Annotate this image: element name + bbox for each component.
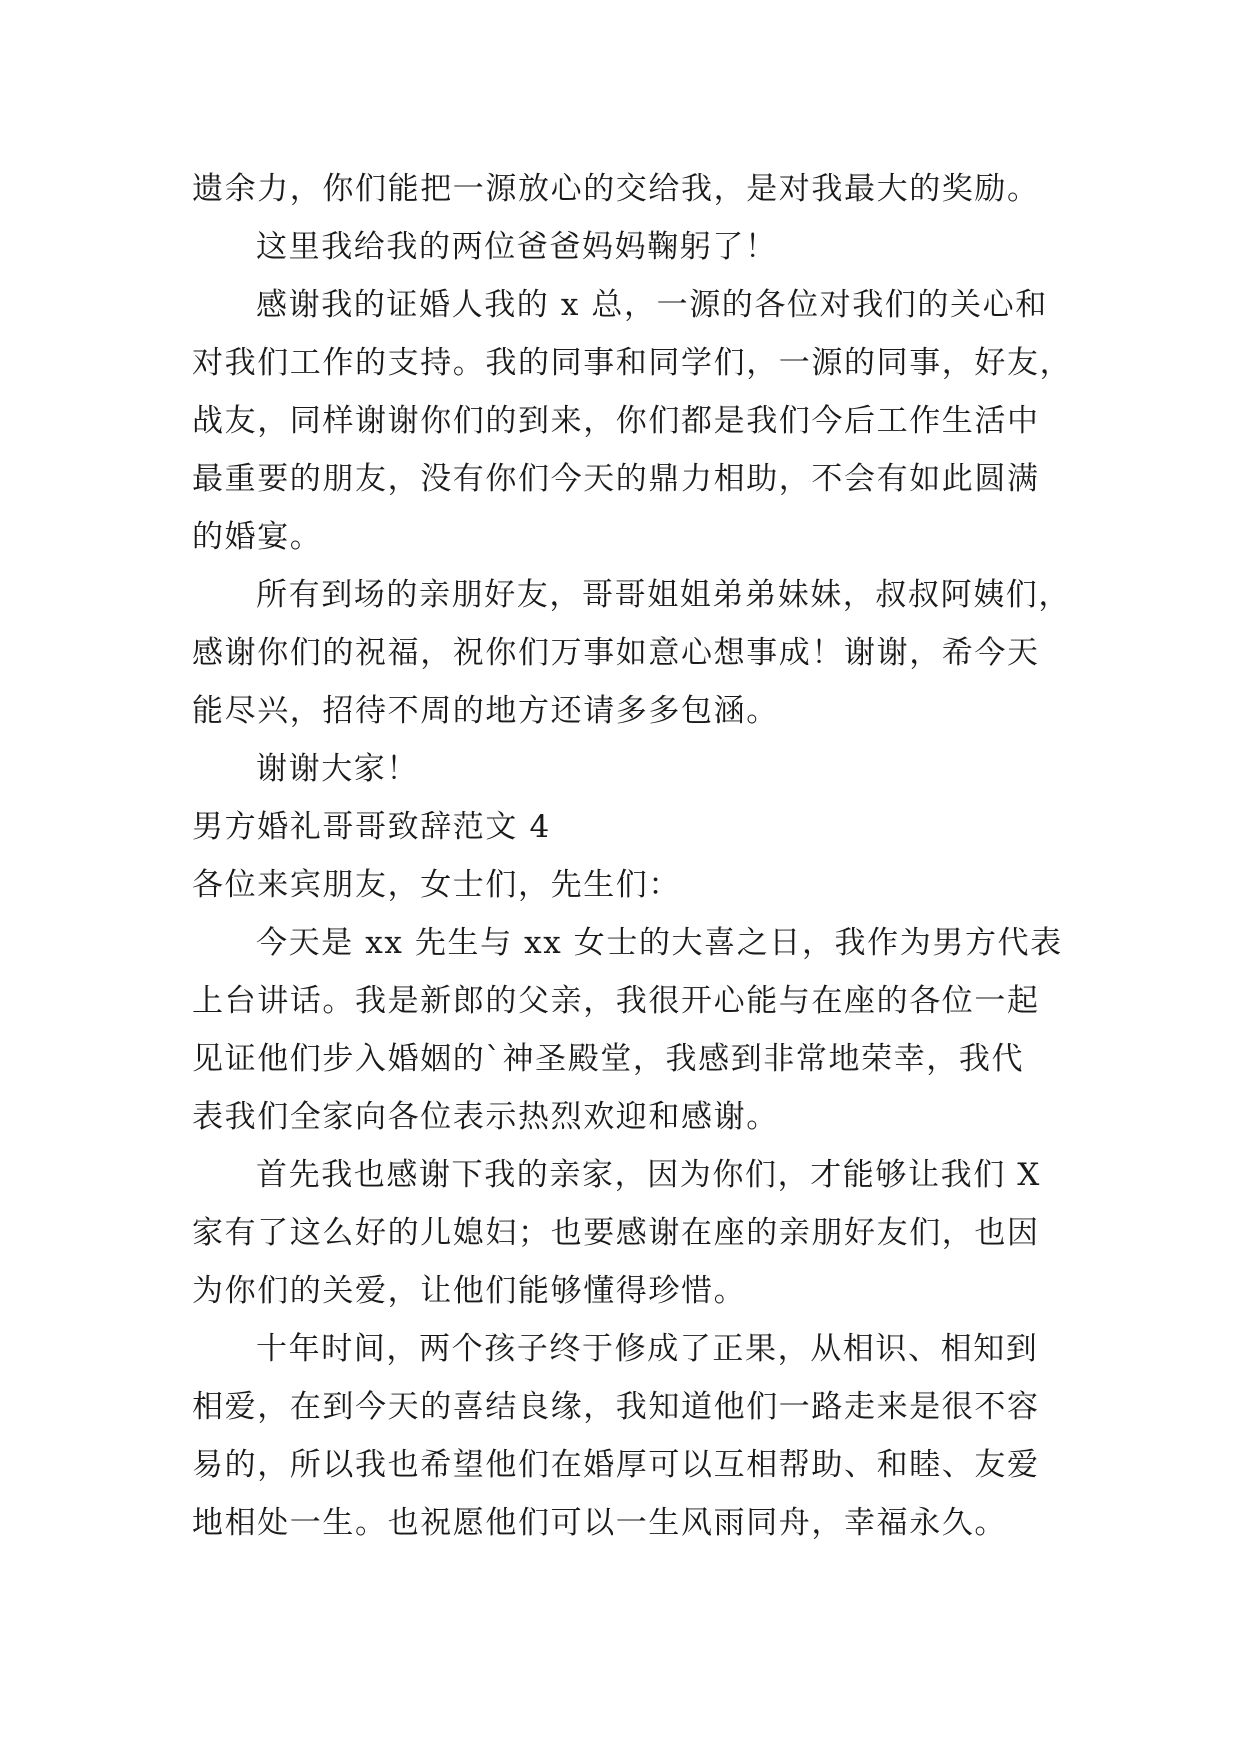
- paragraph-line: 的婚宴。: [192, 519, 323, 555]
- document-body: [192, 160, 1073, 1552]
- paragraph-line: 家有了这么好的儿媳妇；也要感谢在座的亲朋好友们，也因: [192, 1215, 1040, 1251]
- paragraph-line: 最重要的朋友，没有你们今天的鼎力相助，不会有如此圆满: [192, 461, 1040, 497]
- paragraph-line: 这里我给我的两位爸爸妈妈鞠躬了！: [256, 229, 778, 265]
- section-heading: 男方婚礼哥哥致辞范文 4: [192, 809, 551, 845]
- paragraph-line: 感谢你们的祝福，祝你们万事如意心想事成！谢谢，希今天: [192, 635, 1040, 671]
- paragraph-line: 十年时间，两个孩子终于修成了正果，从相识、相知到: [256, 1331, 1039, 1367]
- paragraph-line: 上台讲话。我是新郎的父亲，我很开心能与在座的各位一起: [192, 983, 1040, 1019]
- paragraph-line: 易的，所以我也希望他们在婚厚可以互相帮助、和睦、友爱: [192, 1447, 1040, 1483]
- paragraph-line: 所有到场的亲朋好友，哥哥姐姐弟弟妹妹，叔叔阿姨们，: [256, 577, 1071, 613]
- paragraph-line: 对我们工作的支持。我的同事和同学们，一源的同事，好友，: [192, 345, 1073, 381]
- paragraph-line: 首先我也感谢下我的亲家，因为你们，才能够让我们 X: [256, 1157, 1041, 1193]
- paragraph-line: 地相处一生。也祝愿他们可以一生风雨同舟，幸福永久。: [192, 1505, 1007, 1541]
- paragraph-line: 见证他们步入婚姻的`神圣殿堂，我感到非常地荣幸，我代: [192, 1041, 1025, 1077]
- paragraph-line: 相爱，在到今天的喜结良缘，我知道他们一路走来是很不容: [192, 1389, 1040, 1425]
- paragraph-line: 谢谢大家！: [256, 751, 419, 787]
- paragraph-line: 今天是 xx 先生与 xx 女士的大喜之日，我作为男方代表: [256, 925, 1063, 961]
- paragraph-line: 为你们的关爱，让他们能够懂得珍惜。: [192, 1273, 747, 1309]
- paragraph-line: 感谢我的证婚人我的 x 总，一源的各位对我们的关心和: [256, 287, 1048, 323]
- salutation-line: 各位来宾朋友，女士们，先生们：: [192, 867, 681, 903]
- paragraph-line: 战友，同样谢谢你们的到来，你们都是我们今后工作生活中: [192, 403, 1040, 439]
- paragraph-line: 能尽兴，招待不周的地方还请多多包涵。: [192, 693, 779, 729]
- paragraph-line: 遗余力，你们能把一源放心的交给我，是对我最大的奖励。: [192, 171, 1040, 207]
- paragraph-line: 表我们全家向各位表示热烈欢迎和感谢。: [192, 1099, 779, 1135]
